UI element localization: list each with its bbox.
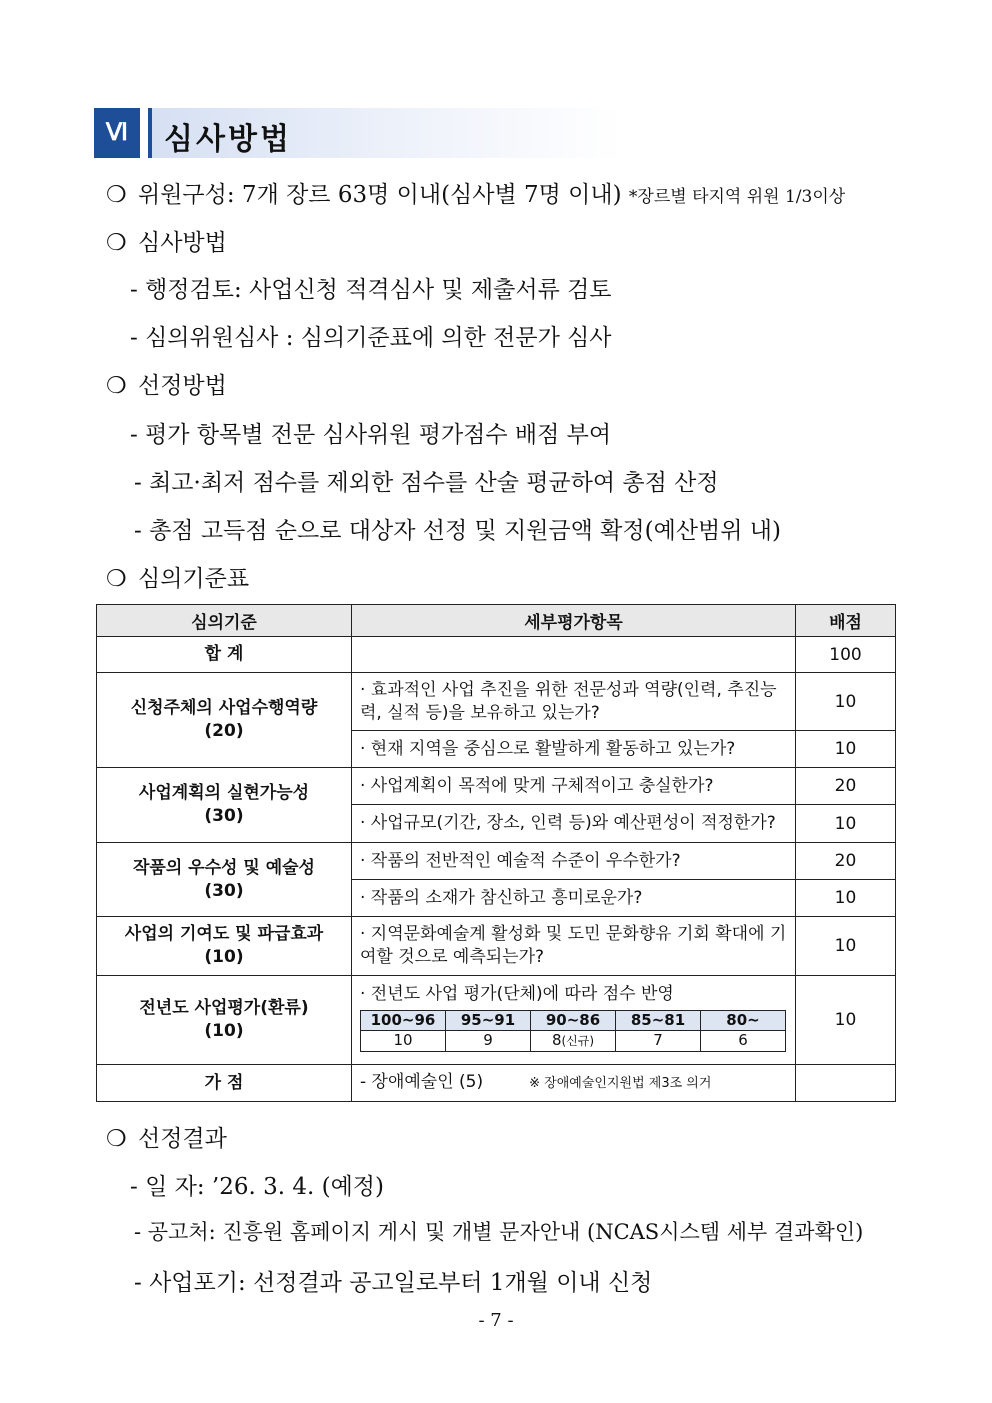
- item-score: 10: [796, 976, 896, 1065]
- header-detail: 세부평가항목: [352, 605, 796, 637]
- bonus-row: [97, 1065, 896, 1102]
- score-cell: 9: [446, 1030, 531, 1051]
- detail-item: · 사업계획이 목적에 맞게 구체적이고 충실한가?: [352, 768, 796, 805]
- criteria-heading: [106, 560, 249, 593]
- range-cell: 80~: [701, 1010, 786, 1030]
- criteria-cell: [97, 768, 352, 843]
- criteria-name: 전년도 사업평가(환류): [139, 998, 309, 1018]
- section-number: Ⅵ: [94, 108, 140, 158]
- selection-sub1: - 평가 항목별 전문 심사위원 평가점수 배점 부여: [130, 422, 612, 448]
- circle-bullet-icon: ❍: [106, 566, 127, 592]
- score-row: [361, 1030, 786, 1051]
- score-cell: 10: [361, 1030, 446, 1051]
- table-header-row: [97, 605, 896, 637]
- score-cell: 6: [701, 1030, 786, 1051]
- total-row: [97, 637, 896, 673]
- criteria-name: 사업계획의 실현가능성: [138, 783, 310, 803]
- result-heading-text: 선정결과: [138, 1126, 227, 1152]
- criteria-points: (30): [204, 806, 244, 826]
- criteria-cell: [97, 843, 352, 917]
- item-score: 10: [796, 917, 896, 976]
- committee-line: [106, 176, 845, 209]
- detail-item: · 전년도 사업 평가(단체)에 따라 점수 반영: [360, 983, 674, 1004]
- result-sub3: - 사업포기: 선정결과 공고일로부터 1개월 이내 신청: [134, 1270, 653, 1296]
- criteria-points: (30): [204, 880, 244, 901]
- range-cell: 85~81: [616, 1010, 701, 1030]
- committee-note: *장르별 타지역 위원 1/3이상: [628, 187, 846, 207]
- detail-item: · 작품의 전반적인 예술적 수준이 우수한가?: [352, 843, 796, 880]
- table-row: [97, 843, 896, 880]
- detail-item: · 효과적인 사업 추진을 위한 전문성과 역량(인력, 추진능력, 실적 등)을 보유하고 있는가?: [352, 673, 796, 731]
- section-title: 심사방법: [164, 122, 292, 157]
- table-row: [97, 673, 896, 731]
- result-sub2: - 공고처: 진흥원 홈페이지 게시 및 개별 문자안내 (NCAS시스템 세부 결과확인): [134, 1220, 864, 1244]
- table-row: [97, 917, 896, 976]
- header-criteria: 심의기준: [97, 605, 352, 637]
- item-score: 10: [796, 673, 896, 731]
- detail-item: · 현재 지역을 중심으로 활발하게 활동하고 있는가?: [352, 731, 796, 768]
- criteria-table: [96, 604, 896, 1102]
- item-score: 10: [796, 805, 896, 843]
- page-number: - 7 -: [478, 1310, 514, 1331]
- prev-year-score-table: [360, 1010, 786, 1052]
- prev-year-row: [97, 976, 896, 1065]
- method-sub1: - 행정검토: 사업신청 적격심사 및 제출서류 검토: [130, 277, 612, 303]
- selection-heading: [106, 367, 227, 400]
- range-cell: 100~96: [361, 1010, 446, 1030]
- circle-bullet-icon: ❍: [106, 230, 127, 256]
- criteria-name: 신청주체의 사업수행역량: [130, 698, 318, 718]
- bonus-label: 가 점: [97, 1065, 352, 1102]
- score-cell: 8(신규): [531, 1030, 616, 1051]
- criteria-cell: [97, 976, 352, 1065]
- range-cell: 90~86: [531, 1010, 616, 1030]
- bonus-detail: [352, 1065, 796, 1102]
- total-label: 합 계: [97, 637, 352, 673]
- detail-item: · 지역문화예술계 활성화 및 도민 문화향유 기회 확대에 기여할 것으로 예측되는가?: [352, 917, 796, 976]
- section-title-bar: [148, 108, 622, 158]
- detail-item: · 작품의 소재가 참신하고 흥미로운가?: [352, 880, 796, 917]
- method-sub2: - 심의위원심사 : 심의기준표에 의한 전문가 심사: [130, 325, 612, 351]
- item-score: 20: [796, 768, 896, 805]
- result-sub1: - 일 자: ’26. 3. 4. (예정): [130, 1174, 384, 1200]
- criteria-cell: [97, 673, 352, 768]
- selection-sub3: - 총점 고득점 순으로 대상자 선정 및 지원금액 확정(예산범위 내): [134, 518, 781, 544]
- range-row: [361, 1010, 786, 1030]
- circle-bullet-icon: ❍: [106, 1126, 127, 1152]
- bonus-item: - 장애예술인 (5): [360, 1072, 484, 1092]
- total-empty: [352, 637, 796, 673]
- item-score: 20: [796, 843, 896, 880]
- criteria-points: (10): [204, 1021, 244, 1041]
- score-cell: 7: [616, 1030, 701, 1051]
- criteria-name: 사업의 기여도 및 파급효과: [124, 924, 324, 944]
- selection-heading-text: 선정방법: [138, 373, 227, 399]
- detail-item: · 사업규모(기간, 장소, 인력 등)와 예산편성이 적정한가?: [352, 805, 796, 843]
- committee-text: 위원구성: 7개 장르 63명 이내(심사별 7명 이내): [138, 182, 622, 208]
- total-score: 100: [796, 637, 896, 673]
- criteria-heading-text: 심의기준표: [138, 566, 250, 592]
- method-heading: [106, 224, 227, 257]
- result-heading: [106, 1120, 227, 1153]
- criteria-points: (20): [204, 721, 244, 741]
- circle-bullet-icon: ❍: [106, 373, 127, 399]
- circle-bullet-icon: ❍: [106, 182, 127, 208]
- range-cell: 95~91: [446, 1010, 531, 1030]
- criteria-name: 작품의 우수성 및 예술성: [133, 857, 315, 878]
- selection-sub2: - 최고·최저 점수를 제외한 점수를 산술 평균하여 총점 산정: [134, 470, 719, 496]
- prev-year-detail: [352, 976, 796, 1065]
- item-score: 10: [796, 880, 896, 917]
- section-header: [94, 108, 614, 158]
- criteria-cell: [97, 917, 352, 976]
- table-row: [97, 768, 896, 805]
- criteria-points: (10): [204, 947, 244, 967]
- bonus-score: [796, 1065, 896, 1102]
- new-label: (신규): [561, 1033, 595, 1048]
- header-score: 배점: [796, 605, 896, 637]
- item-score: 10: [796, 731, 896, 768]
- method-heading-text: 심사방법: [138, 230, 227, 256]
- bonus-note: ※ 장애예술인지원법 제3조 의거: [529, 1076, 712, 1091]
